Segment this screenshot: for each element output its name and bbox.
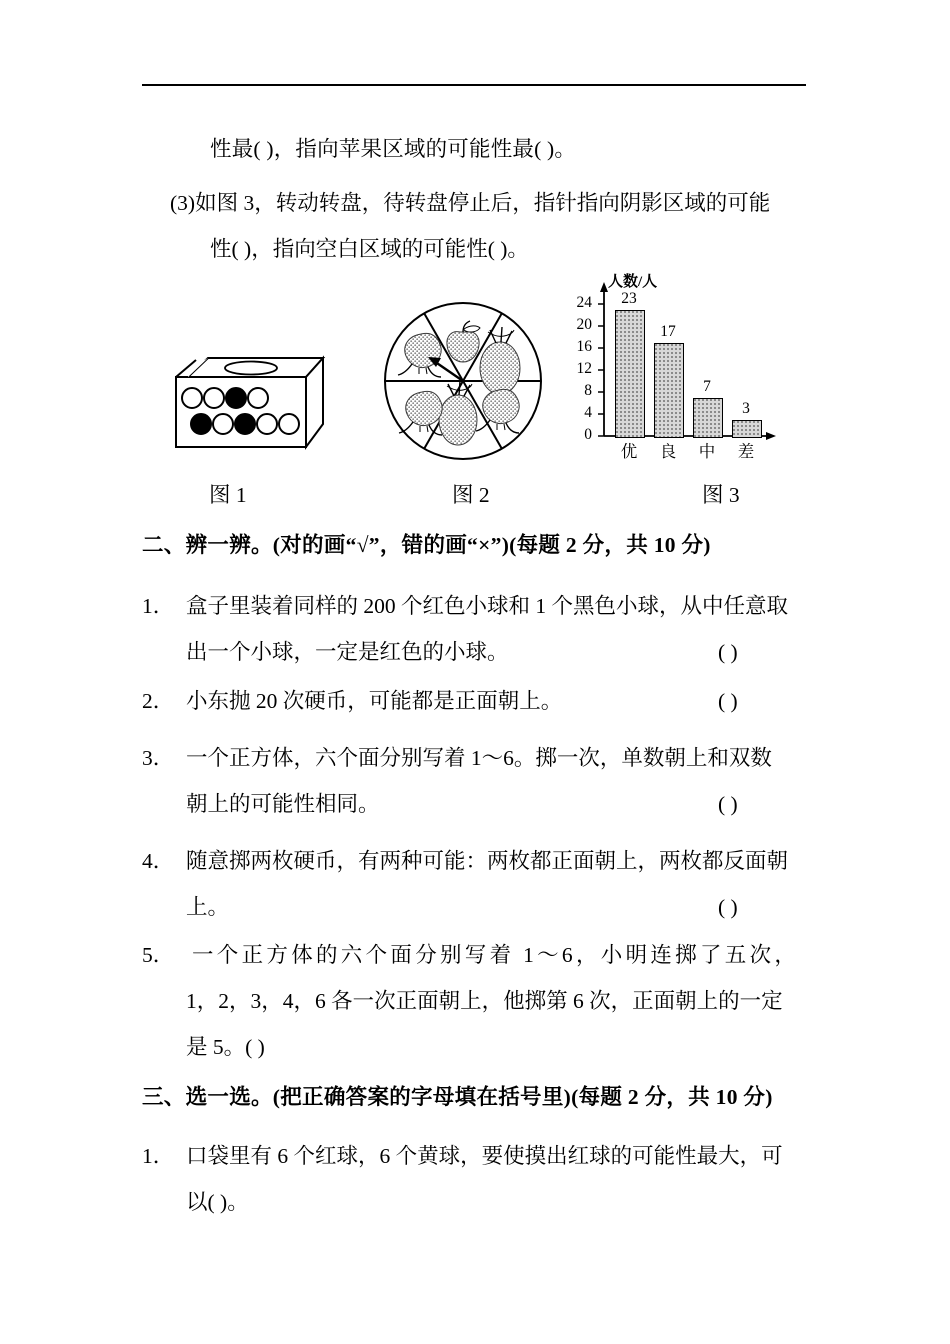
section-two-item-1-number: 1． bbox=[142, 594, 175, 618]
section-two-item-2-line-1: 小东抛 20 次硬币，可能都是正面朝上。 bbox=[186, 689, 563, 713]
chart-ytick-8: 8 bbox=[584, 382, 592, 399]
section-two-item-4-answer-paren[interactable]: ( ) bbox=[718, 895, 738, 919]
chart-ytick-16: 16 bbox=[576, 338, 592, 355]
section-three-item-1-line-1: 口袋里有 6 个红球，6 个黄球，要使摸出红球的可能性最大，可 bbox=[186, 1144, 783, 1168]
section-two-item-5-number: 5． bbox=[142, 943, 175, 967]
section-three-heading: 三、选一选。(把正确答案的字母填在括号里)(每题 2 分，共 10 分) bbox=[142, 1085, 773, 1109]
chart-ytick-12: 12 bbox=[576, 360, 592, 377]
section-two-item-4-line-2: 上。 bbox=[186, 895, 230, 919]
section-two-item-1-line-2: 出一个小球，一定是红色的小球。 bbox=[186, 640, 509, 664]
figure-1-ball-box bbox=[168, 352, 328, 457]
section-two-item-3-line-2: 朝上的可能性相同。 bbox=[186, 792, 380, 816]
section-two-item-5-line-2: 1，2，3，4，6 各一次正面朝上，他掷第 6 次，正面朝上的一定 bbox=[186, 989, 783, 1013]
chart-ytick-20: 20 bbox=[576, 316, 592, 333]
chart-xtick-you: 优 bbox=[620, 442, 638, 461]
section-two-item-1-answer-paren[interactable]: ( ) bbox=[718, 640, 738, 664]
chart-value-label-cha: 3 bbox=[742, 400, 750, 417]
spinner-drawing bbox=[378, 296, 548, 466]
section-two-item-3-line-1: 一个正方体，六个面分别写着 1～6。掷一次，单数朝上和双数 bbox=[186, 746, 772, 770]
chart-bar-liang bbox=[654, 343, 684, 439]
chart-y-axis-label: 人数/人 bbox=[608, 274, 658, 290]
section-two-item-4-line-1: 随意掷两枚硬币，有两种可能：两枚都正面朝上，两枚都反面朝 bbox=[186, 849, 789, 873]
figure-2-caption: 图 2 bbox=[452, 483, 490, 507]
chart-value-label-liang: 17 bbox=[660, 323, 676, 340]
section-two-item-1-line-1: 盒子里装着同样的 200 个红色小球和 1 个黑色小球，从中任意取 bbox=[186, 594, 789, 618]
section-two-item-3-number: 3． bbox=[142, 746, 175, 770]
section-two-heading: 二、辨一辨。(对的画“√”，错的画“×”)(每题 2 分，共 10 分) bbox=[142, 533, 711, 557]
section-two-item-5-line-1: 一个正方体的六个面分别写着 1～6，小明连掷了五次， bbox=[192, 943, 800, 967]
fill-blank-continued-line: 性最( )，指向苹果区域的可能性最( )。 bbox=[210, 137, 577, 161]
chart-xtick-liang: 良 bbox=[659, 442, 677, 461]
header-divider bbox=[142, 84, 806, 86]
figure-3-caption: 图 3 bbox=[702, 483, 740, 507]
figure-1-caption: 图 1 bbox=[209, 483, 247, 507]
chart-ytick-24: 24 bbox=[576, 294, 592, 311]
chart-bar-cha bbox=[732, 420, 762, 439]
section-two-item-2-number: 2． bbox=[142, 689, 175, 713]
chart-bar-zhong bbox=[693, 398, 723, 439]
section-two-item-2-answer-paren[interactable]: ( ) bbox=[718, 689, 738, 713]
chart-bar-you bbox=[615, 310, 645, 439]
chart-xtick-zhong: 中 bbox=[698, 442, 716, 461]
section-two-item-4-number: 4． bbox=[142, 849, 175, 873]
chart-xtick-cha: 差 bbox=[737, 442, 755, 461]
section-two-item-5-line-3[interactable]: 是 5。( ) bbox=[186, 1035, 265, 1059]
chart-ytick-4: 4 bbox=[584, 404, 592, 421]
section-three-item-1-number: 1． bbox=[142, 1144, 175, 1168]
fill-blank-item3-line2: 性( )，指向空白区域的可能性( )。 bbox=[210, 237, 529, 261]
chart-value-label-you: 23 bbox=[621, 290, 637, 307]
ball-box-drawing bbox=[168, 352, 328, 457]
section-two-item-3-answer-paren[interactable]: ( ) bbox=[718, 792, 738, 816]
chart-ytick-0: 0 bbox=[584, 426, 592, 443]
fill-blank-item3-line1: (3)如图 3，转动转盘，待转盘停止后，指针指向阴影区域的可能 bbox=[170, 191, 771, 215]
figure-3-bar-chart bbox=[566, 266, 780, 461]
section-three-item-1-line-2[interactable]: 以( )。 bbox=[186, 1190, 249, 1214]
chart-value-label-zhong: 7 bbox=[703, 378, 711, 395]
figure-2-spinner bbox=[378, 296, 548, 466]
